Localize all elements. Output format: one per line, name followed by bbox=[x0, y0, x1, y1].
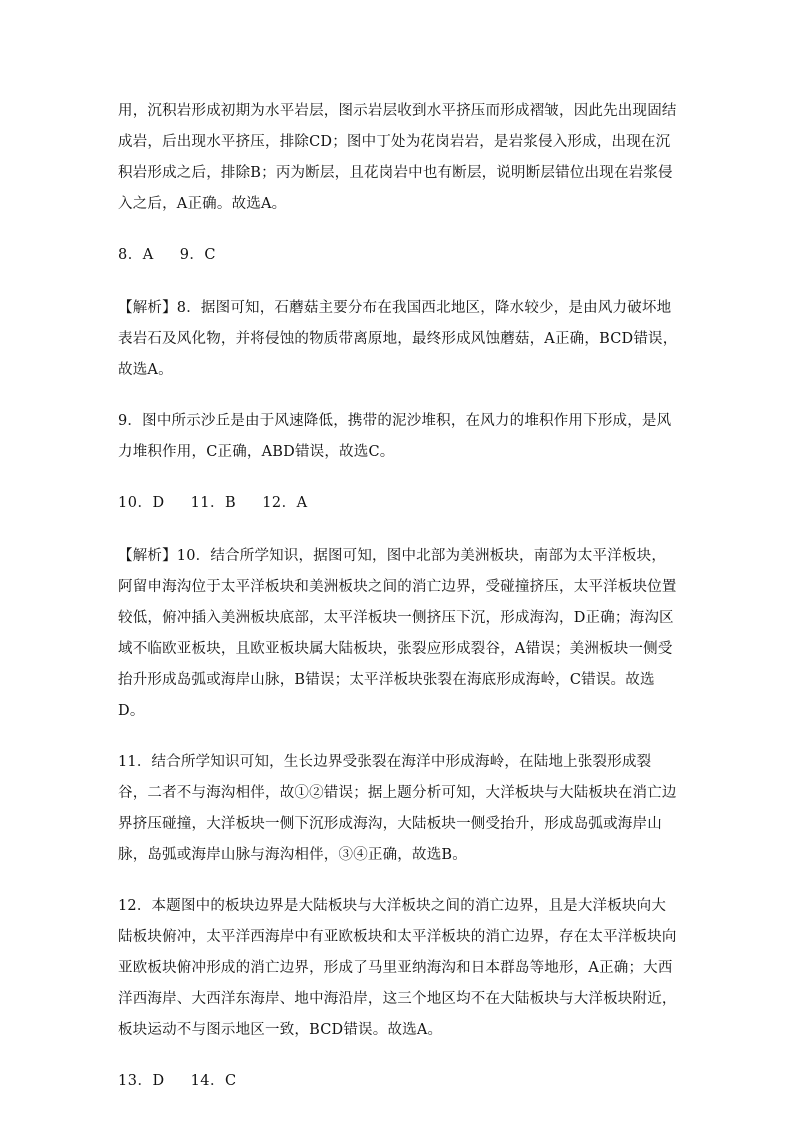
answer-line-13-14 bbox=[118, 1066, 678, 1097]
answer-11: 11．B bbox=[190, 495, 237, 511]
answer-line-10-12 bbox=[118, 488, 678, 519]
explanation-paragraph-9: 9．图中所示沙丘是由于风速降低，携带的泥沙堆积，在风力的堆积作用下形成，是风力堆积作用，C正确，ABD错误，故选C。 bbox=[118, 413, 672, 460]
explanation-paragraph-8: 【解析】8．据图可知，石蘑菇主要分布在我国西北地区，降水较少，是由风力破坏地表岩石及风化物，并将侵蚀的物质带离原地，最终形成风蚀蘑菇，A正确，BCD错误，故选A。 bbox=[118, 300, 678, 378]
answer-10: 10．D bbox=[118, 495, 165, 511]
answer-8: 8．A bbox=[118, 247, 154, 263]
answer-12: 12．A bbox=[262, 495, 308, 511]
answer-13: 13．D bbox=[118, 1073, 165, 1089]
document-page bbox=[118, 96, 678, 1097]
explanation-paragraph-7: 用，沉积岩形成初期为水平岩层，图示岩层收到水平挤压而形成褶皱，因此先出现固结成岩，后出现水平挤压，排除CD；图中丁处为花岗岩岩，是岩浆侵入形成，出现在沉积岩形成之后，排除B；丙为断层，且花岗岩中也有断层，说明断层错位出现在岩浆侵入之后，A正确。故选A。 bbox=[118, 103, 677, 212]
explanation-paragraph-12: 12．本题图中的板块边界是大陆板块与大洋板块之间的消亡边界，且是大洋板块向大陆板块俯冲，太平洋西海岸中有亚欧板块和太平洋板块的消亡边界，存在太平洋板块向亚欧板块俯冲形成的消亡边界，形成了马里亚纳海沟和日本群岛等地形，A正确；大西洋西海岸、大西洋东海岸、地中海沿岸，这三个地区均不在大陆板块与大洋板块附近，板块运动不与图示地区一致，BCD错误。故选A。 bbox=[118, 898, 677, 1038]
answer-9: 9．C bbox=[179, 247, 217, 263]
answer-line-8-9 bbox=[118, 240, 678, 271]
answer-14: 14．C bbox=[190, 1073, 237, 1089]
explanation-paragraph-10: 【解析】10．结合所学知识，据图可知，图中北部为美洲板块，南部为太平洋板块，阿留申海沟位于太平洋板块和美洲板块之间的消亡边界，受碰撞挤压，太平洋板块位置较低，俯冲插入美洲板块底部，太平洋板块一侧挤压下沉，形成海沟，D正确；海沟区域不临欧亚板块，且欧亚板块属大陆板块，张裂应形成裂谷，A错误；美洲板块一侧受抬升形成岛弧或海岸山脉，B错误；太平洋板块张裂在海底形成海岭，C错误。故选D。 bbox=[118, 548, 677, 719]
explanation-paragraph-11: 11．结合所学知识可知，生长边界受张裂在海洋中形成海岭，在陆地上张裂形成裂谷，二者不与海沟相伴，故①②错误；据上题分析可知，大洋板块与大陆板块在消亡边界挤压碰撞，大洋板块一侧下沉形成海沟，大陆板块一侧受抬升，形成岛弧或海岸山脉，岛弧或海岸山脉与海沟相伴，③④正确，故选B。 bbox=[118, 754, 677, 863]
